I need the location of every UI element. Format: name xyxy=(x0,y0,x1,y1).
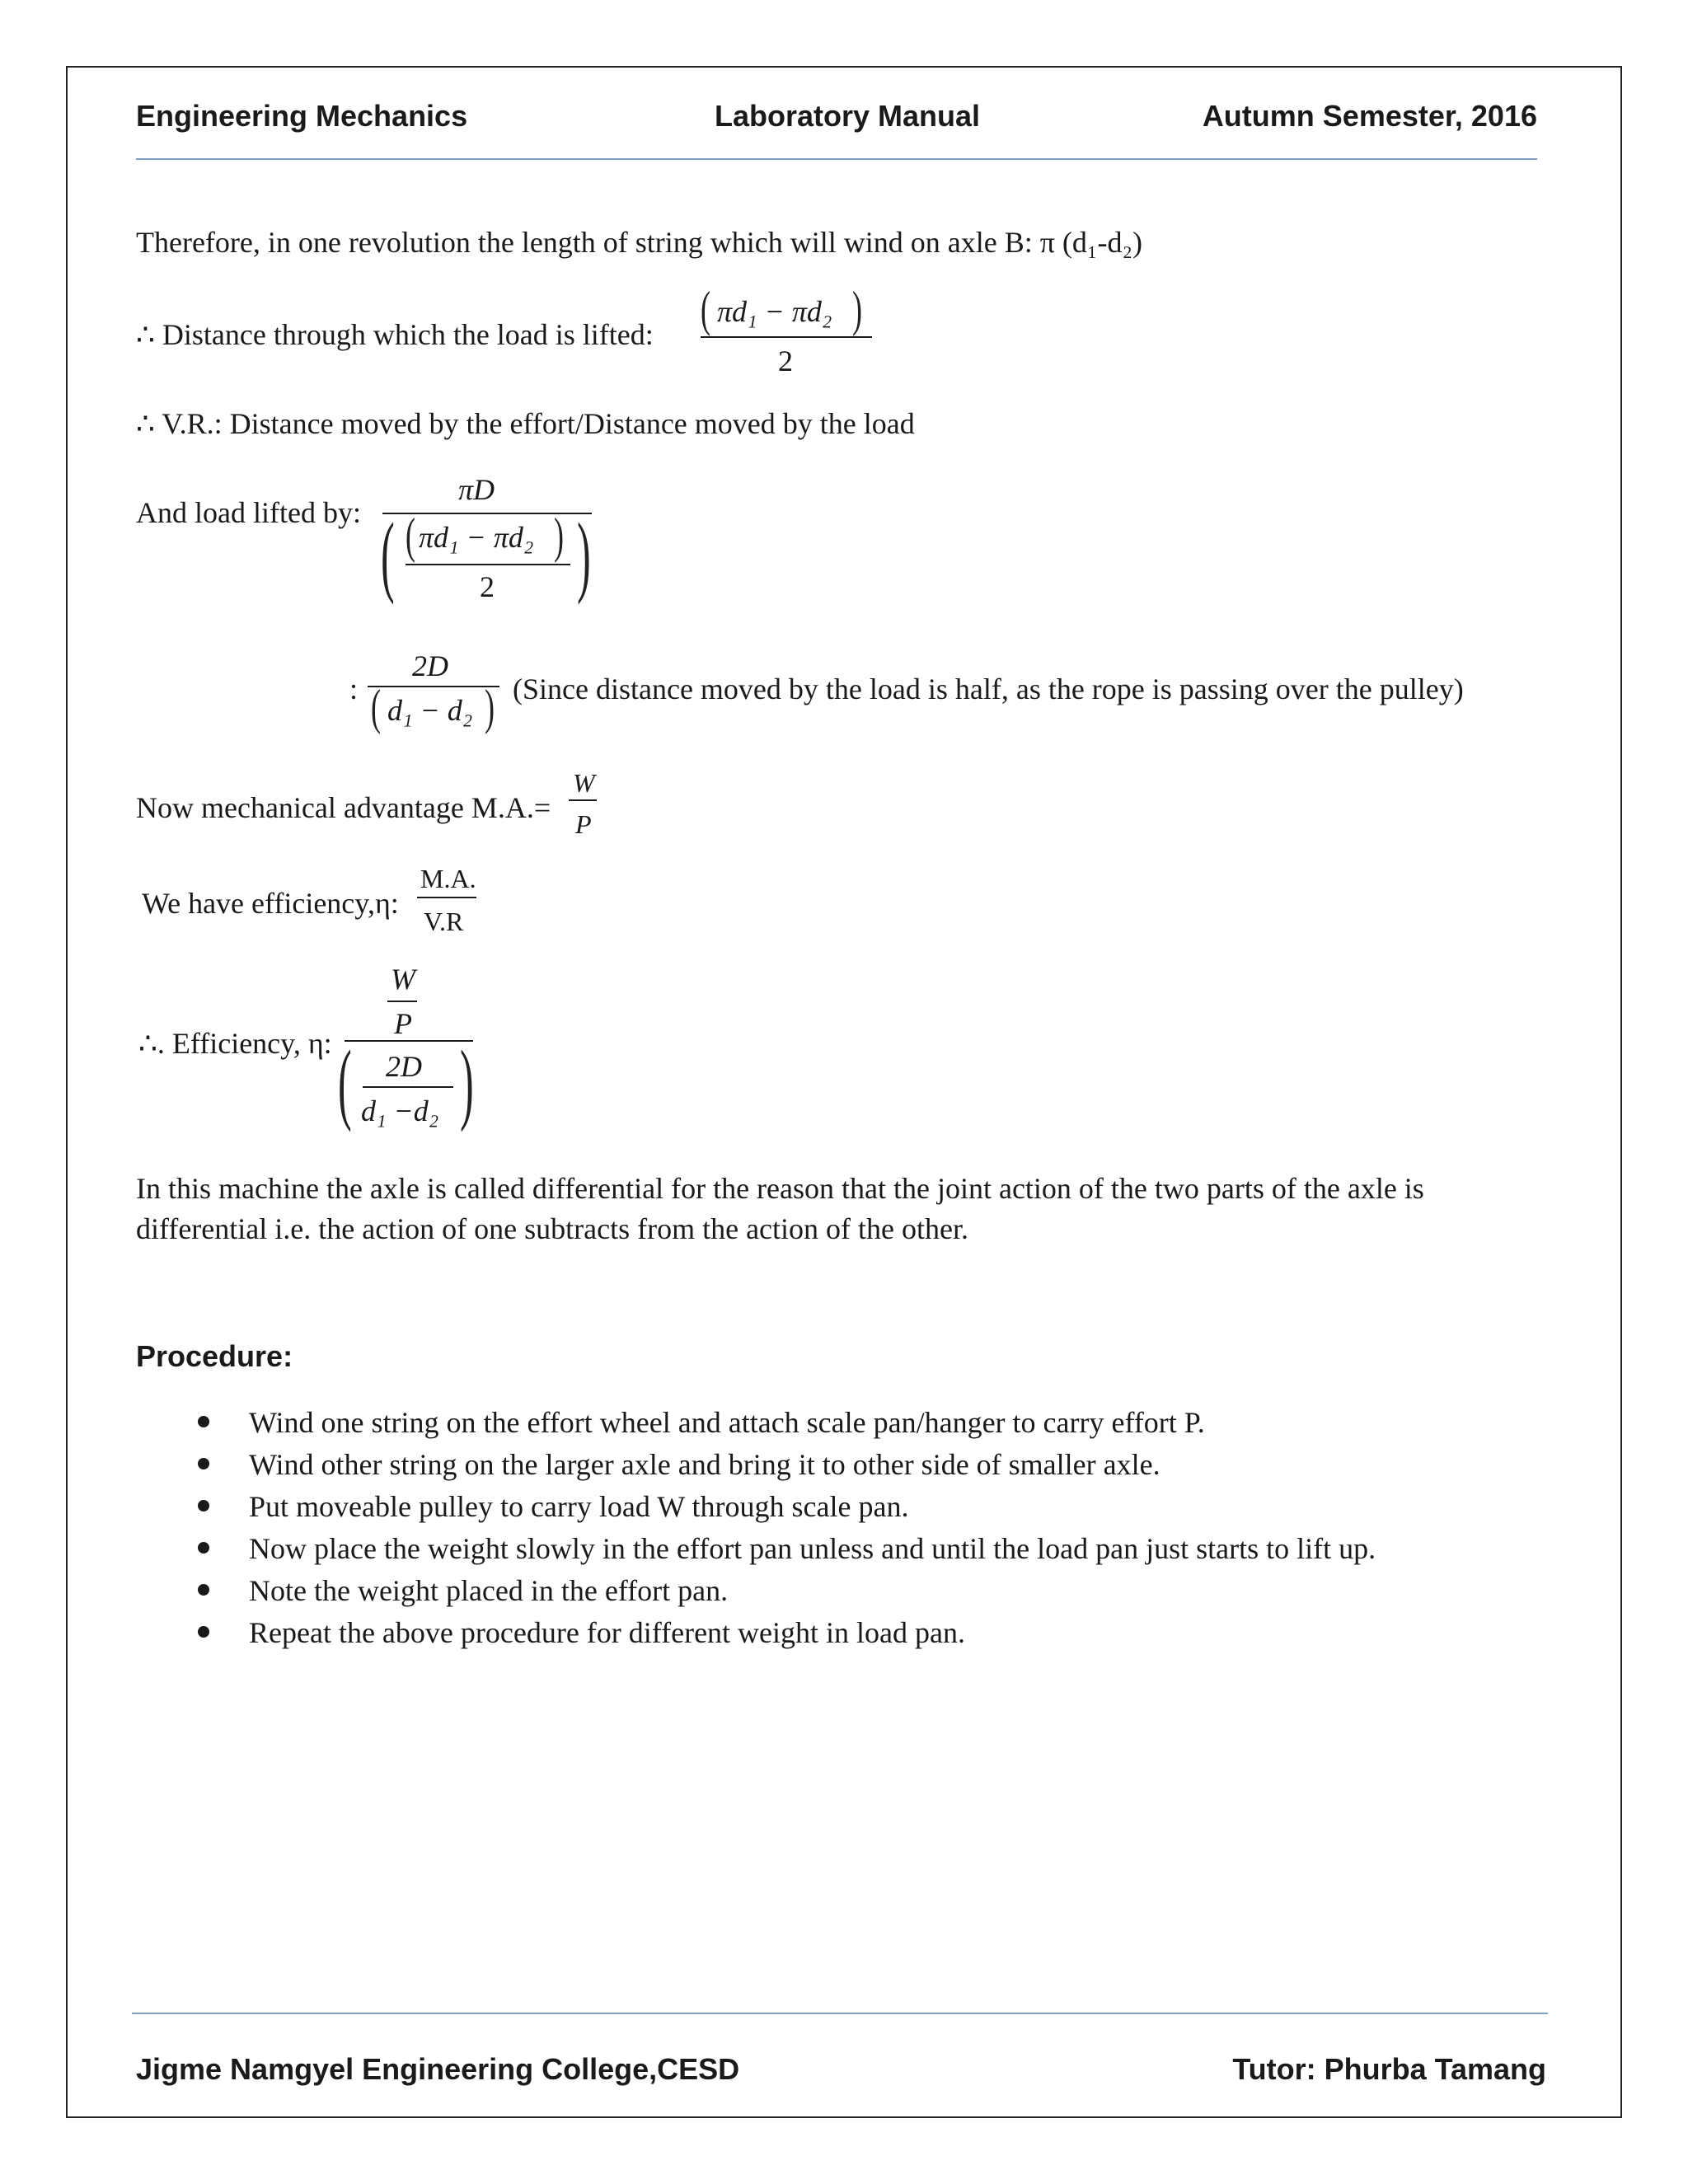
eff-2D: 2D xyxy=(386,1050,422,1083)
efficiency-fraction-bar xyxy=(417,897,476,898)
inner-left-paren: ( xyxy=(405,509,415,563)
ma-numerator-W: W xyxy=(573,768,595,798)
denominator-two: 2 xyxy=(778,344,793,377)
differential-paragraph-line2: differential i.e. the action of one subtracts from the action of the other. xyxy=(136,1212,968,1245)
bullet-icon xyxy=(198,1500,209,1511)
eff-inner-P: P xyxy=(394,1007,412,1040)
header-rule xyxy=(136,158,1537,160)
header-semester: Autumn Semester, 2016 xyxy=(1202,99,1537,133)
bullet-icon xyxy=(198,1542,209,1554)
eff-w-p-bar xyxy=(387,1001,417,1002)
efficiency-label: We have efficiency,η: xyxy=(142,887,399,920)
denominator-d1-d2: d₁ − d₂ xyxy=(387,694,473,727)
vr-fraction-bar xyxy=(368,686,499,687)
string-length-line: Therefore, in one revolution the length of string which will wind on axle B: π (d₁-d₂) xyxy=(136,226,1142,259)
load-lifted-label: And load lifted by: xyxy=(136,496,361,529)
header-course-title: Engineering Mechanics xyxy=(136,99,468,133)
numerator-pi-d1-pi-d2: πd₁ − πd₂ xyxy=(717,295,832,328)
since-note: (Since distance moved by the load is half, as the rope is passing over the pulley) xyxy=(513,673,1464,705)
numerator-2D: 2D xyxy=(412,649,448,682)
colon: : xyxy=(349,673,359,705)
footer-tutor: Tutor: Phurba Tamang xyxy=(1232,2052,1546,2086)
bullet-icon xyxy=(198,1626,209,1638)
vr-definition: ∴ V.R.: Distance moved by the effort/Distance moved by the load xyxy=(136,407,915,440)
right-paren: ) xyxy=(851,282,862,336)
efficiency-numerator-MA: M.A. xyxy=(420,864,476,893)
inner-denominator-two: 2 xyxy=(480,570,495,603)
efficiency-denominator-VR: V.R xyxy=(424,907,464,936)
eff-d1-d2: d₁ −d₂ xyxy=(361,1094,439,1127)
inner-numerator: πd₁ − πd₂ xyxy=(419,521,534,554)
big-right-paren: ) xyxy=(577,504,591,605)
bullet-icon xyxy=(198,1416,209,1427)
footer-college: Jigme Namgyel Engineering College,CESD xyxy=(136,2052,740,2086)
vr-right-paren: ) xyxy=(484,680,495,734)
numerator-pi-D: πD xyxy=(458,473,495,506)
footer-rule xyxy=(132,2013,1548,2014)
ma-fraction-bar xyxy=(569,799,597,801)
procedure-heading: Procedure: xyxy=(136,1339,293,1373)
big-left-paren: ( xyxy=(381,504,395,605)
ma-label: Now mechanical advantage M.A.= xyxy=(136,791,551,824)
inner-fraction-bar xyxy=(406,564,570,565)
eff-outer-bar xyxy=(345,1040,473,1042)
bullet-icon xyxy=(198,1458,209,1469)
eff-inner-W: W xyxy=(391,963,415,996)
differential-paragraph-line1: In this machine the axle is called differential for the reason that the joint action of the two parts of the axle is xyxy=(136,1172,1424,1205)
left-paren: ( xyxy=(700,282,710,336)
eff-big-left-paren: ( xyxy=(338,1032,352,1132)
header-manual-title: Laboratory Manual xyxy=(715,99,981,133)
ma-denominator-P: P xyxy=(575,809,592,839)
page-border xyxy=(66,66,1622,2118)
efficiency-derived-label: ∴. Efficiency, η: xyxy=(138,1027,332,1060)
page-header xyxy=(136,99,1537,140)
vr-left-paren: ( xyxy=(370,680,381,734)
bullet-icon xyxy=(198,1584,209,1596)
inner-right-paren: ) xyxy=(553,509,564,563)
distance-label: ∴ Distance through which the load is lifted: xyxy=(136,318,654,351)
eff-2D-bar xyxy=(363,1086,453,1088)
fraction-bar xyxy=(701,336,872,338)
eff-big-right-paren: ) xyxy=(460,1032,474,1132)
